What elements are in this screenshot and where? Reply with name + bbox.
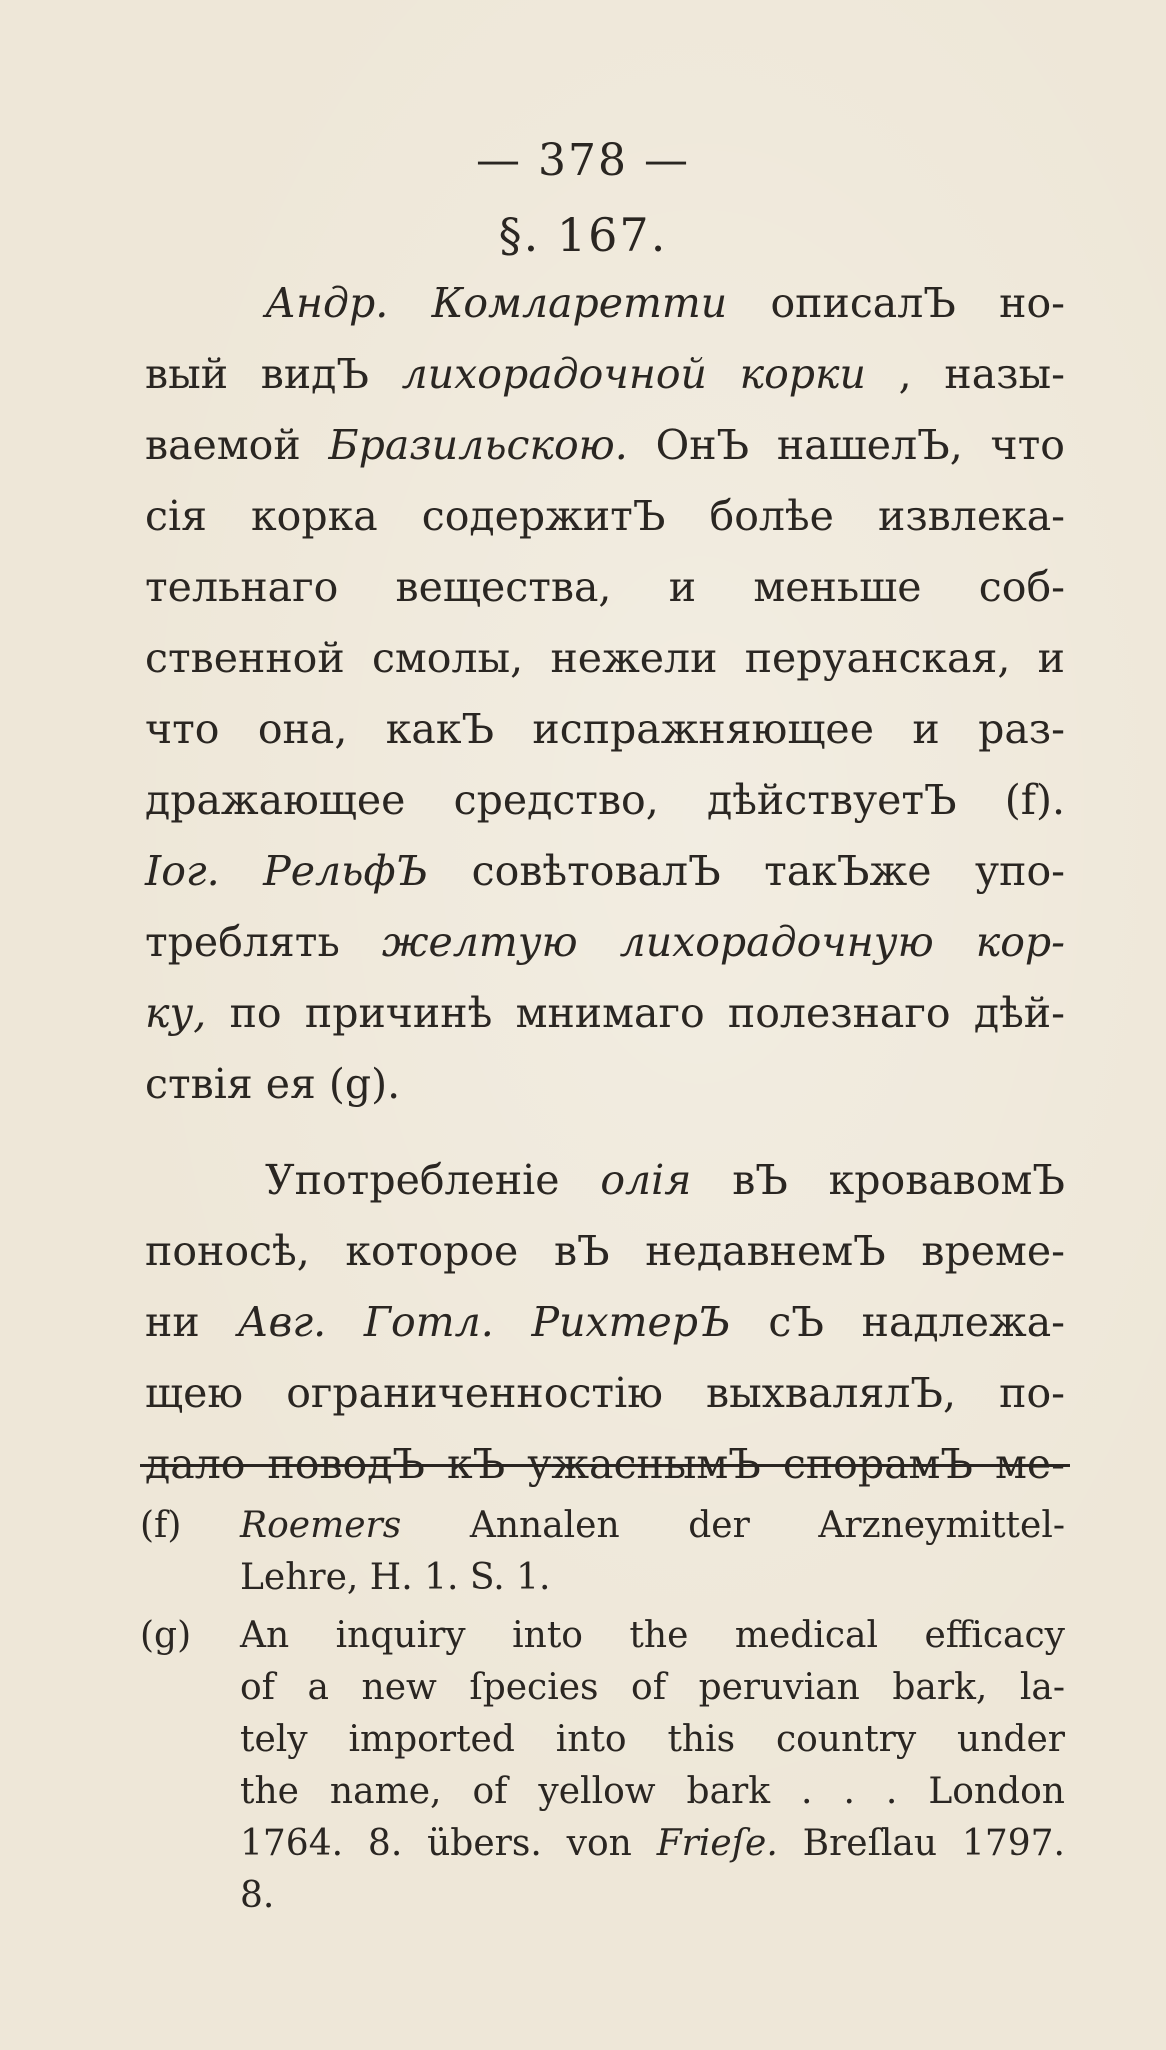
text-line: щею ограниченностію выхвалялЪ, по- bbox=[145, 1369, 1065, 1417]
footnote-line bbox=[240, 1500, 1065, 1552]
author-name: Roemers bbox=[240, 1505, 402, 1546]
emphasis-term: желтую лихорадочную кор- bbox=[381, 918, 1065, 966]
footnote-line: of a new ſpecies of peruvian bark, la- bbox=[240, 1667, 1065, 1708]
text-line: дражающее средство, дѣйствуетЪ (f). bbox=[145, 776, 1065, 824]
emphasis-term: ку, bbox=[145, 989, 207, 1037]
text-span: , назы- bbox=[898, 350, 1065, 398]
text-span: совѣтовалЪ такЪже упо- bbox=[471, 847, 1065, 895]
footnote-f bbox=[140, 1500, 1065, 1604]
footnote-line: 8. bbox=[240, 1875, 275, 1916]
text-span: сЪ надлежа- bbox=[768, 1298, 1066, 1346]
footnote-divider bbox=[140, 1464, 1070, 1467]
text-line bbox=[145, 339, 1065, 410]
footnote-line: An inquiry into the medical efficacy bbox=[240, 1615, 1065, 1656]
footnote-mark: (f) bbox=[140, 1505, 182, 1546]
author-name: Frieſe. bbox=[656, 1823, 778, 1864]
author-name: Іог. РельфЪ bbox=[145, 847, 429, 895]
text-span: 1764. 8. übers. von bbox=[240, 1823, 632, 1864]
text-line: сія корка содержитЪ болѣе извлека- bbox=[145, 492, 1065, 540]
text-line: ственной смолы, нежели перуанская, и bbox=[145, 634, 1065, 682]
text-line: поносѣ, которое вЪ недавнемЪ време- bbox=[145, 1227, 1065, 1275]
emphasis-term: Бразильскою. bbox=[328, 421, 628, 469]
footnote-line: the name, of yellow bark . . . London bbox=[240, 1771, 1065, 1812]
text-line bbox=[145, 907, 1065, 978]
text-line: ствія ея (g). bbox=[145, 1060, 401, 1108]
text-line bbox=[145, 1287, 1065, 1358]
footnote-g bbox=[140, 1610, 1065, 1922]
author-name: Авг. Готл. РихтерЪ bbox=[237, 1298, 731, 1346]
text-span: Употребленіе bbox=[265, 1156, 560, 1204]
text-span: по причинѣ мнимаго полезнаго дѣй- bbox=[229, 989, 1065, 1037]
emphasis-term: олія bbox=[600, 1156, 692, 1204]
text-span: ваемой bbox=[145, 421, 301, 469]
text-line: дало поводЪ кЪ ужаснымЪ спорамЪ ме- bbox=[145, 1440, 1065, 1488]
text-line bbox=[145, 978, 1065, 1049]
page-number: — 378 — bbox=[476, 135, 690, 186]
footnote-line bbox=[240, 1818, 1065, 1870]
text-line: что она, какЪ испражняющее и раз- bbox=[145, 705, 1065, 753]
text-span: Breſlau 1797. bbox=[802, 1823, 1065, 1864]
footnote-line: Lehre, H. 1. S. 1. bbox=[240, 1557, 551, 1598]
footnote-line: tely imported into this country under bbox=[240, 1719, 1065, 1760]
footnotes bbox=[140, 1500, 1065, 1928]
main-text bbox=[145, 268, 1065, 1500]
text-span: вЪ кровавомЪ bbox=[732, 1156, 1065, 1204]
text-line bbox=[145, 1145, 1065, 1216]
text-line bbox=[145, 836, 1065, 907]
text-span: Annalen der Arzneymittel- bbox=[469, 1505, 1065, 1546]
author-name: Андр. Комларетти bbox=[265, 279, 728, 327]
text-line bbox=[145, 410, 1065, 481]
emphasis-term: лихорадочной корки bbox=[401, 350, 866, 398]
text-span: ОнЪ нашелЪ, что bbox=[655, 421, 1065, 469]
text-span: описалЪ но- bbox=[770, 279, 1065, 327]
text-span: треблять bbox=[145, 918, 340, 966]
text-span: вый видЪ bbox=[145, 350, 369, 398]
section-heading: §. 167. bbox=[498, 208, 668, 262]
text-line bbox=[145, 268, 1065, 339]
text-line: тельнаго вещества, и меньше соб- bbox=[145, 563, 1065, 611]
footnote-mark: (g) bbox=[140, 1615, 192, 1656]
text-span: ни bbox=[145, 1298, 200, 1346]
